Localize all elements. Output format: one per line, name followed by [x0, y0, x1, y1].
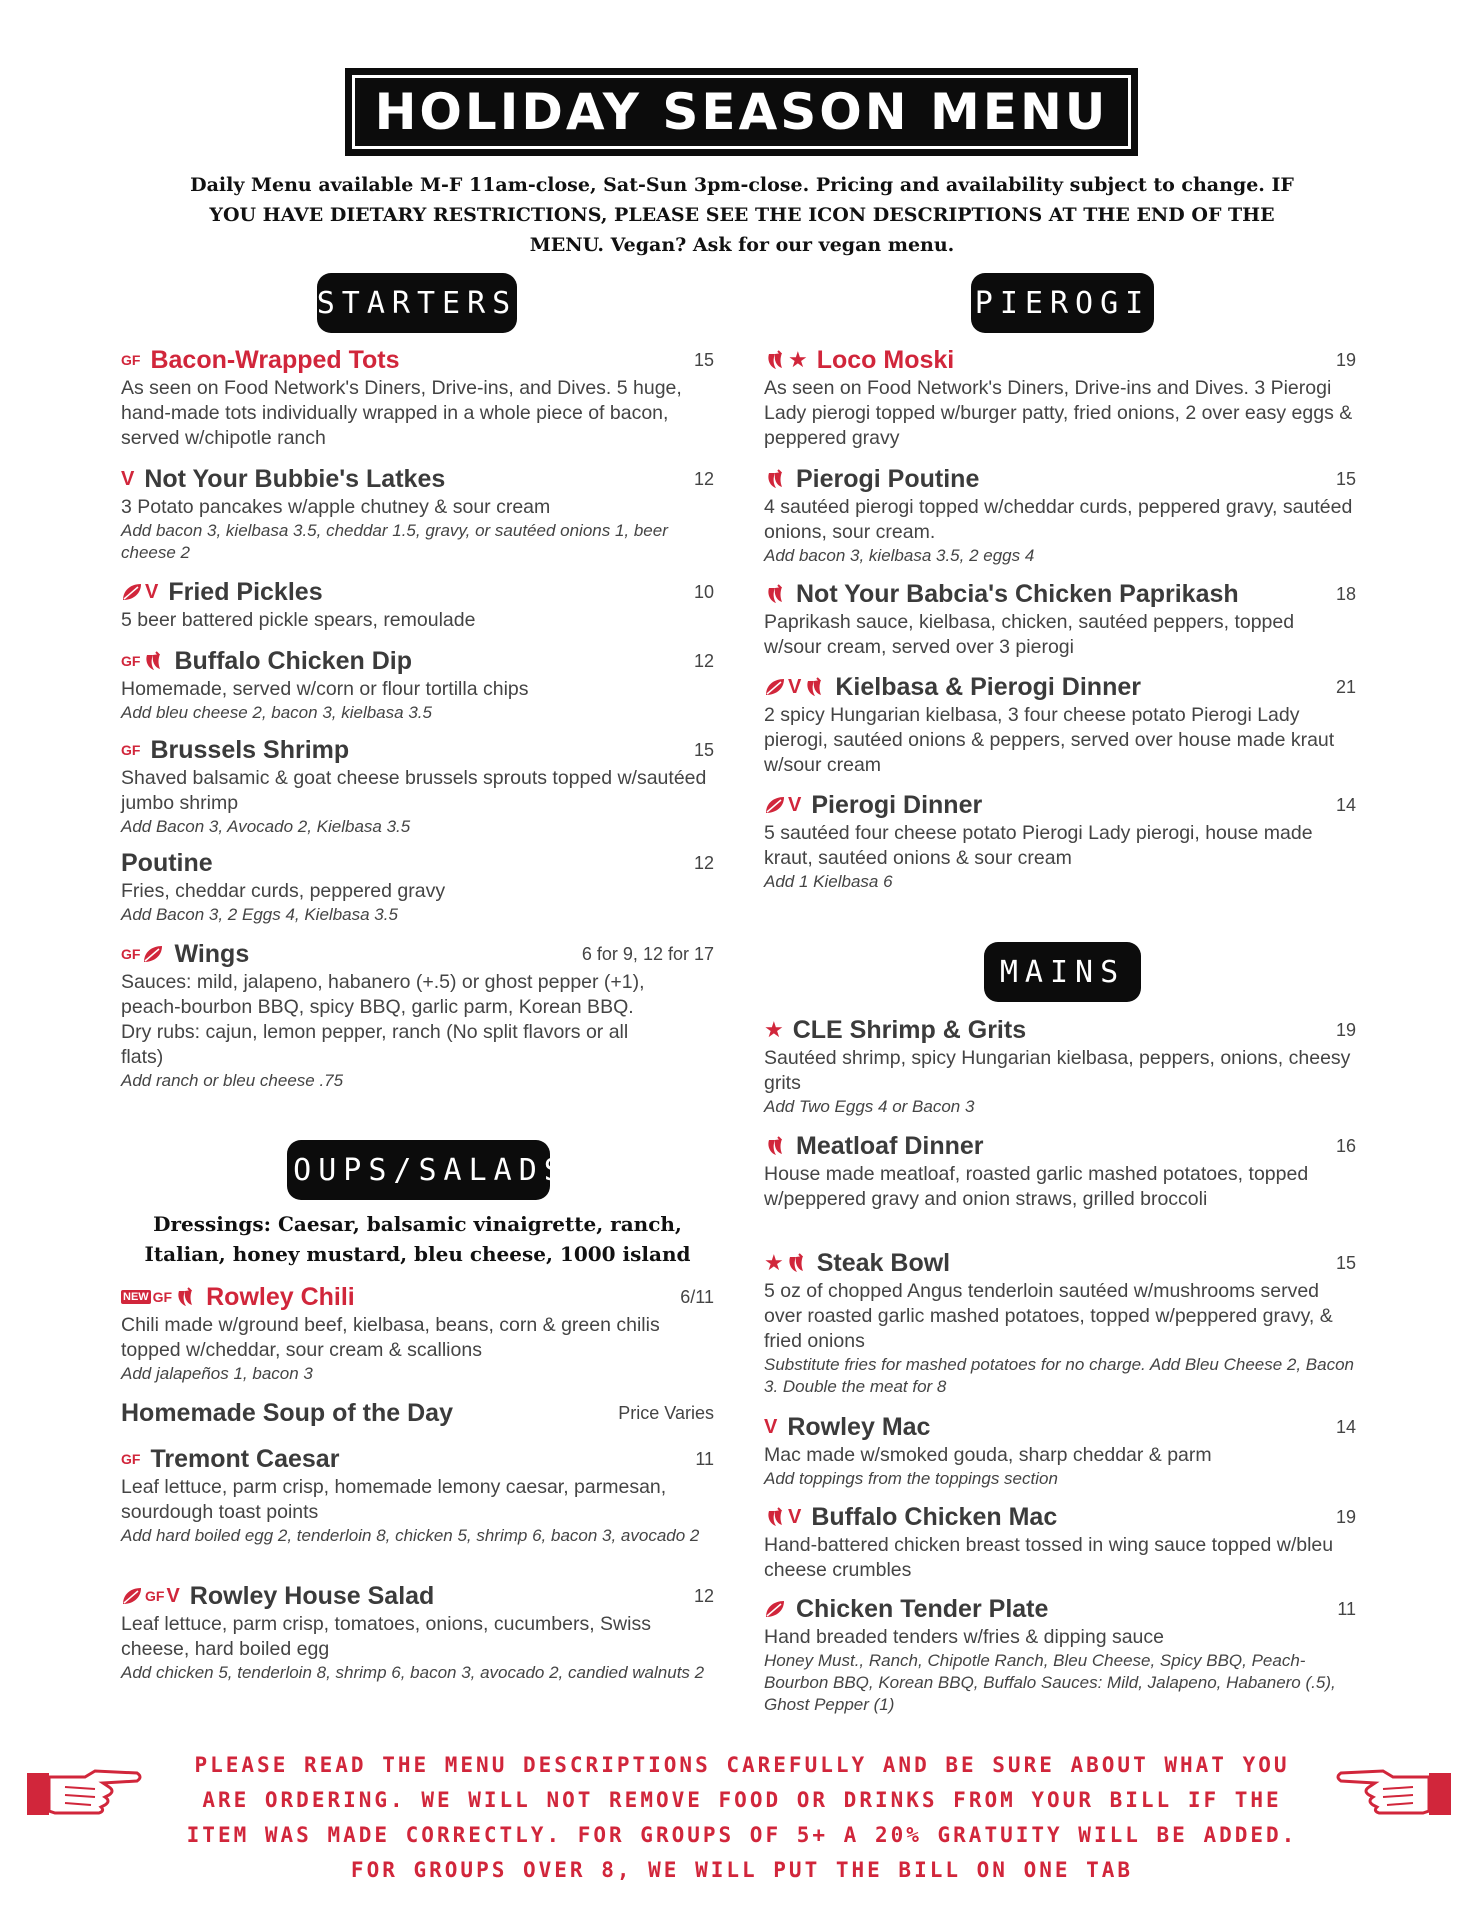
item-name: Kielbasa & Pierogi Dinner: [835, 672, 1141, 701]
title-frame: [352, 75, 1131, 149]
item-name: Rowley Mac: [787, 1412, 931, 1441]
leaf-icon: [121, 582, 143, 602]
vegetarian-icon: V: [166, 1584, 180, 1607]
gf-icon: GF: [121, 742, 141, 758]
item-rowley-mac: [764, 1411, 1356, 1490]
item-addon: Add bleu cheese 2, bacon 3, kielbasa 3.5: [121, 703, 432, 722]
item-buffalo-chicken-dip: [121, 645, 714, 724]
item-latkes: [121, 463, 714, 564]
item-desc: Shaved balsamic & goat cheese brussels sprouts topped w/sautéed jumbo shrimp: [121, 767, 707, 814]
item-price: 12: [693, 651, 714, 671]
item-name: Poutine: [121, 848, 213, 877]
pointing-hand-icon-right: [1333, 1763, 1453, 1823]
item-meatloaf-dinner: [764, 1130, 1356, 1212]
item-name: Meatloaf Dinner: [796, 1131, 984, 1160]
item-addon: Substitute fries for mashed potatoes for no charge. Add Bleu Cheese 2, Bacon 3. Double the meat for 8: [764, 1355, 1355, 1396]
item-price: 19: [1335, 1020, 1356, 1040]
item-desc: 5 beer battered pickle spears, remoulade: [121, 609, 476, 631]
item-price: 12: [693, 853, 714, 873]
item-addon: Add bacon 3, kielbasa 3.5, 2 eggs 4: [764, 546, 1035, 565]
item-steak-bowl: [764, 1247, 1356, 1398]
item-price: 18: [1335, 584, 1356, 604]
item-price: 19: [1335, 350, 1356, 370]
item-icons: [121, 651, 166, 671]
item-price: 15: [693, 350, 714, 370]
item-name: Rowley Chili: [206, 1282, 355, 1311]
item-price: 15: [1335, 1253, 1356, 1273]
item-icons: [764, 1250, 809, 1276]
item-icons: [121, 1287, 198, 1307]
item-name: Steak Bowl: [816, 1248, 951, 1277]
gf-icon: GF: [121, 653, 141, 669]
item-price: 6 for 9, 12 for 17: [581, 944, 714, 964]
item-icons: [764, 1136, 788, 1156]
item-addon: Add Bacon 3, 2 Eggs 4, Kielbasa 3.5: [121, 905, 398, 924]
item-desc: Leaf lettuce, parm crisp, tomatoes, onions, cucumbers, Swiss cheese, hard boiled egg: [121, 1613, 651, 1660]
item-desc: As seen on Food Network's Diners, Drive-ins, and Dives. 5 huge, hand-made tots individually wrapped in a whole piece of bacon, served w/chipotle ranch: [121, 377, 682, 449]
pepper-icon: [764, 469, 786, 489]
pepper-icon: [142, 651, 164, 671]
item-price: 15: [1335, 469, 1356, 489]
pepper-icon: [764, 350, 786, 370]
title-banner: [345, 68, 1138, 156]
item-name: Bacon-Wrapped Tots: [150, 345, 400, 374]
item-chicken-paprikash: [764, 578, 1356, 660]
item-price: 21: [1335, 677, 1356, 697]
item-desc: 2 spicy Hungarian kielbasa, 3 four cheese potato Pierogi Lady pierogi, sautéed onions & peppers, served over house made kraut w/sour cream: [764, 704, 1335, 776]
section-pierogi: PIEROGI: [971, 273, 1154, 333]
item-desc: Paprikash sauce, kielbasa, chicken, sautéed peppers, topped w/sour cream, served over 3 pierogi: [764, 611, 1295, 658]
gf-icon: GF: [121, 352, 141, 368]
item-name: Pierogi Poutine: [796, 464, 980, 493]
vegetarian-icon: V: [788, 1505, 802, 1528]
item-icons: [764, 584, 788, 604]
new-badge-icon: NEW: [123, 1291, 149, 1303]
item-addon: Add Bacon 3, Avocado 2, Kielbasa 3.5: [121, 817, 411, 836]
item-icons: [764, 1017, 785, 1043]
section-starters: STARTERS: [317, 273, 517, 333]
item-brussels-shrimp: [121, 734, 714, 838]
item-name: Rowley House Salad: [189, 1581, 435, 1610]
item-desc: 5 sautéed four cheese potato Pierogi Lady pierogi, house made kraut, sautéed onions & sour cream: [764, 822, 1313, 869]
vegetarian-icon: V: [121, 467, 135, 490]
item-icons: [764, 794, 803, 817]
item-icons: [764, 1599, 788, 1619]
item-desc: Sautéed shrimp, spicy Hungarian kielbasa, peppers, onions, cheesy grits: [764, 1047, 1351, 1094]
item-icons: [764, 1506, 803, 1529]
item-pierogi-dinner: [764, 789, 1356, 893]
vegetarian-icon: V: [788, 793, 802, 816]
item-price: 14: [1335, 795, 1356, 815]
item-name: Brussels Shrimp: [150, 735, 350, 764]
item-addon: Add jalapeños 1, bacon 3: [121, 1364, 313, 1383]
item-desc: 3 Potato pancakes w/apple chutney & sour cream: [121, 496, 551, 518]
item-icons: [121, 468, 136, 491]
item-desc: Leaf lettuce, parm crisp, homemade lemony caesar, parmesan, sourdough toast points: [121, 1476, 667, 1523]
item-wings: [121, 938, 714, 1092]
item-addon: Honey Must., Ranch, Chipotle Ranch, Bleu Cheese, Spicy BBQ, Peach-Bourbon BBQ, Korean BBQ, Buffalo Sauces: Mild, Jalapeno, Habanero (.5), Ghost Pepper (1): [764, 1651, 1336, 1714]
item-desc: 4 sautéed pierogi topped w/cheddar curds, peppered gravy, sautéed onions, sour cream.: [764, 496, 1353, 543]
item-desc: Mac made w/smoked gouda, sharp cheddar & parm: [764, 1444, 1212, 1466]
pepper-icon: [174, 1287, 196, 1307]
leaf-icon: [142, 944, 164, 964]
item-icons: [121, 581, 160, 604]
item-desc: As seen on Food Network's Diners, Drive-ins and Dives. 3 Pierogi Lady pierogi topped w/burger patty, fried onions, 2 over easy eggs & peppered gravy: [764, 377, 1353, 449]
item-price: 12: [693, 469, 714, 489]
item-rowley-chili: [121, 1281, 714, 1385]
star-icon: ★: [764, 1250, 784, 1275]
item-addon: Add hard boiled egg 2, tenderloin 8, chicken 5, shrimp 6, bacon 3, avocado 2: [121, 1526, 700, 1545]
item-fried-pickles: [121, 576, 714, 633]
item-name: Loco Moski: [816, 345, 955, 374]
star-icon: ★: [788, 347, 808, 372]
item-bacon-wrapped-tots: [121, 344, 714, 451]
item-desc: Hand-battered chicken breast tossed in wing sauce topped w/bleu cheese crumbles: [764, 1534, 1334, 1581]
pepper-icon: [764, 1507, 786, 1527]
star-icon: ★: [764, 1017, 784, 1042]
item-icons: [121, 1451, 142, 1467]
item-desc: Fries, cheddar curds, peppered gravy: [121, 880, 446, 902]
item-price: 16: [1335, 1136, 1356, 1156]
vegetarian-icon: V: [788, 675, 802, 698]
item-desc: Chili made w/ground beef, kielbasa, beans, corn & green chilis topped w/cheddar, sour cream & scallions: [121, 1314, 660, 1361]
pepper-icon: [764, 1136, 786, 1156]
pointing-hand-icon-left: [25, 1763, 145, 1823]
item-name: Not Your Bubbie's Latkes: [144, 464, 446, 493]
page-title: HOLIDAY SEASON MENU: [374, 83, 1109, 141]
item-price: 11: [695, 1449, 714, 1469]
item-name: Fried Pickles: [168, 577, 323, 606]
footer-notice: PLEASE READ THE MENU DESCRIPTIONS CAREFULLY AND BE SURE ABOUT WHAT YOU ARE ORDERING. WE WILL NOT REMOVE FOOD OR DRINKS FROM YOUR BILL IF THE ITEM WAS MADE CORRECTLY. FOR GROUPS OF 5+ A 20% GRATUITY WILL BE ADDED. FOR GROUPS OVER 8, WE WILL PUT THE BILL ON ONE TAB: [186, 1753, 1298, 1882]
leaf-icon: [764, 795, 786, 815]
item-price: 15: [693, 740, 714, 760]
item-name: Buffalo Chicken Dip: [174, 646, 412, 675]
item-tremont-caesar: [121, 1443, 714, 1547]
item-soup-of-the-day: [121, 1397, 714, 1429]
pepper-icon: [803, 677, 825, 697]
item-name: Homemade Soup of the Day: [121, 1398, 453, 1427]
item-cle-shrimp-grits: [764, 1014, 1356, 1118]
item-price: 6/11: [680, 1287, 714, 1307]
item-icons: [121, 944, 166, 964]
vegetarian-icon: V: [764, 1415, 778, 1438]
section-soups-salads: SOUPS/SALADS: [287, 1140, 550, 1200]
item-kielbasa-pierogi-dinner: [764, 671, 1356, 778]
item-name: CLE Shrimp & Grits: [792, 1015, 1027, 1044]
item-price: 11: [1337, 1599, 1356, 1619]
gf-icon: GF: [121, 1451, 141, 1467]
pepper-icon: [785, 1253, 807, 1273]
item-rowley-house-salad: [121, 1580, 714, 1684]
item-price: 14: [1335, 1417, 1356, 1437]
item-desc: House made meatloaf, roasted garlic mashed potatoes, topped w/peppered gravy and onion straws, grilled broccoli: [764, 1163, 1309, 1210]
item-icons: [121, 742, 142, 758]
intro-text: Daily Menu available M-F 11am-close, Sat-Sun 3pm-close. Pricing and availability subject to change. IF YOU HAVE DIETARY RESTRICTIONS, PLEASE SEE THE ICON DESCRIPTIONS AT THE END OF THE MENU. Vegan? Ask for our vegan menu.: [190, 174, 1294, 256]
item-addon: Add bacon 3, kielbasa 3.5, cheddar 1.5, gravy, or sautéed onions 1, beer cheese 2: [121, 521, 668, 562]
item-pierogi-poutine: [764, 463, 1356, 567]
item-icons: [121, 1585, 182, 1608]
vegetarian-icon: V: [145, 580, 159, 603]
gf-icon: GF: [145, 1588, 165, 1604]
item-price: 10: [693, 582, 714, 602]
item-icons: [764, 676, 827, 699]
item-name: Not Your Babcia's Chicken Paprikash: [796, 579, 1239, 608]
item-name: Buffalo Chicken Mac: [811, 1502, 1058, 1531]
item-icons: [121, 352, 142, 368]
dressings-text: Dressings: Caesar, balsamic vinaigrette, ranch, Italian, honey mustard, bleu cheese, 1000 island: [144, 1212, 691, 1266]
item-icons: [764, 469, 788, 489]
item-icons: [764, 1416, 779, 1439]
pepper-icon: [764, 584, 786, 604]
leaf-icon: [764, 1599, 786, 1619]
item-addon: Add 1 Kielbasa 6: [764, 872, 893, 891]
gf-icon: GF: [121, 946, 141, 962]
item-desc: Homemade, served w/corn or flour tortilla chips: [121, 678, 529, 700]
item-addon: Add Two Eggs 4 or Bacon 3: [764, 1097, 975, 1116]
item-name: Tremont Caesar: [150, 1444, 340, 1473]
item-price: Price Varies: [618, 1403, 714, 1423]
item-loco-moski: [764, 344, 1356, 451]
gf-icon: GF: [152, 1289, 173, 1305]
item-desc: Hand breaded tenders w/fries & dipping sauce: [764, 1626, 1164, 1648]
item-name: Pierogi Dinner: [811, 790, 983, 819]
item-name: Chicken Tender Plate: [796, 1594, 1049, 1623]
leaf-icon: [764, 677, 786, 697]
item-chicken-tender-plate: [764, 1593, 1356, 1716]
leaf-icon: [121, 1586, 143, 1606]
section-mains: MAINS: [984, 942, 1141, 1002]
item-addon: Add toppings from the toppings section: [764, 1469, 1058, 1488]
item-buffalo-chicken-mac: [764, 1501, 1356, 1583]
item-icons: [764, 347, 809, 373]
item-addon: Add chicken 5, tenderloin 8, shrimp 6, bacon 3, avocado 2, candied walnuts 2: [121, 1663, 705, 1682]
item-addon: Add ranch or bleu cheese .75: [121, 1071, 344, 1090]
item-desc: 5 oz of chopped Angus tenderloin sautéed w/mushrooms served over roasted garlic mashed potatoes, topped w/peppered gravy, & fried onions: [764, 1280, 1333, 1352]
item-price: 12: [693, 1586, 714, 1606]
item-name: Wings: [174, 939, 250, 968]
item-price: 19: [1335, 1507, 1356, 1527]
item-desc: Sauces: mild, jalapeno, habanero (+.5) or ghost pepper (+1), peach-bourbon BBQ, spicy BBQ, garlic parm, Korean BBQ. Dry rubs: cajun, lemon pepper, ranch (No split flavors or all flats): [121, 971, 645, 1068]
item-poutine: [121, 847, 714, 926]
